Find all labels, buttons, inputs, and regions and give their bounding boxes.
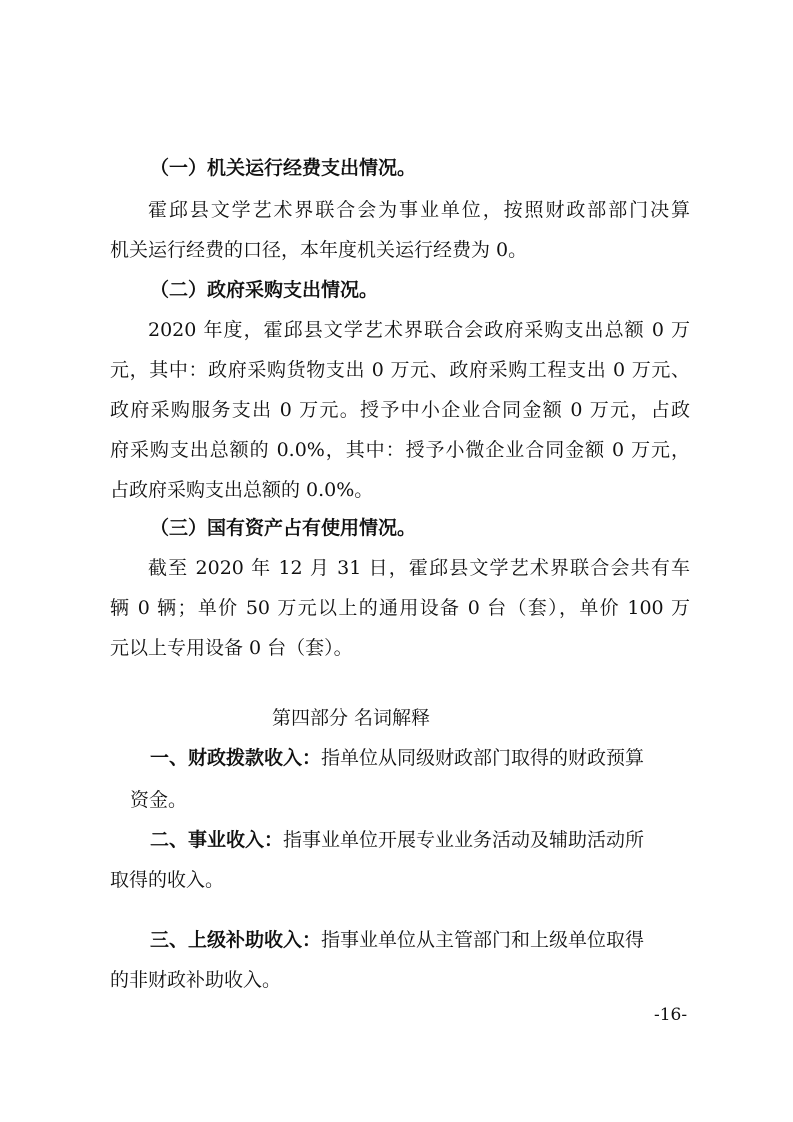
paragraph-line: 截至 2020 年 12 月 31 日，霍邱县文学艺术界联合会共有车 bbox=[148, 557, 690, 579]
paragraph-line: 机关运行经费的口径，本年度机关运行经费为 0。 bbox=[110, 239, 528, 261]
paragraph-line: 霍邱县文学艺术界联合会为事业单位，按照财政部部门决算 bbox=[148, 199, 690, 221]
heading-state-assets: （三）国有资产占有使用情况。 bbox=[150, 517, 417, 539]
term-text: 指事业单位开展专业业务活动及辅助活动所 bbox=[283, 829, 645, 851]
term-continuation: 资金。 bbox=[130, 789, 188, 811]
term-financial-appropriation bbox=[150, 744, 690, 772]
page-number: -16- bbox=[654, 1005, 688, 1025]
paragraph-line: 府采购支出总额的 0.0%，其中：授予小微企业合同金额 0 万元， bbox=[110, 439, 690, 461]
term-label: 二、事业收入： bbox=[150, 829, 284, 851]
term-text: 指单位从同级财政部门取得的财政预算 bbox=[321, 747, 645, 769]
heading-procurement: （二）政府采购支出情况。 bbox=[150, 279, 379, 301]
paragraph-line: 元以上专用设备 0 台（套）。 bbox=[110, 637, 353, 659]
term-continuation: 取得的收入。 bbox=[110, 869, 225, 891]
term-label: 三、上级补助收入： bbox=[150, 929, 322, 951]
paragraph-line: 占政府采购支出总额的 0.0%。 bbox=[110, 479, 374, 501]
paragraph-line: 2020 年度，霍邱县文学艺术界联合会政府采购支出总额 0 万 bbox=[148, 319, 690, 341]
term-label: 一、财政拨款收入： bbox=[150, 747, 322, 769]
term-continuation: 的非财政补助收入。 bbox=[110, 969, 282, 991]
section-title: 第四部分 名词解释 bbox=[272, 707, 431, 729]
term-superior-subsidy bbox=[150, 926, 644, 954]
term-text: 指事业单位从主管部门和上级单位取得 bbox=[321, 929, 645, 951]
paragraph-line: 政府采购服务支出 0 万元。授予中小企业合同金额 0 万元，占政 bbox=[110, 399, 690, 421]
heading-operating-expenses: （一）机关运行经费支出情况。 bbox=[150, 157, 417, 179]
paragraph-line: 元，其中：政府采购货物支出 0 万元、政府采购工程支出 0 万元、 bbox=[110, 359, 690, 381]
term-business-income bbox=[150, 826, 644, 854]
paragraph-line: 辆 0 辆；单价 50 万元以上的通用设备 0 台（套），单价 100 万 bbox=[110, 597, 690, 619]
